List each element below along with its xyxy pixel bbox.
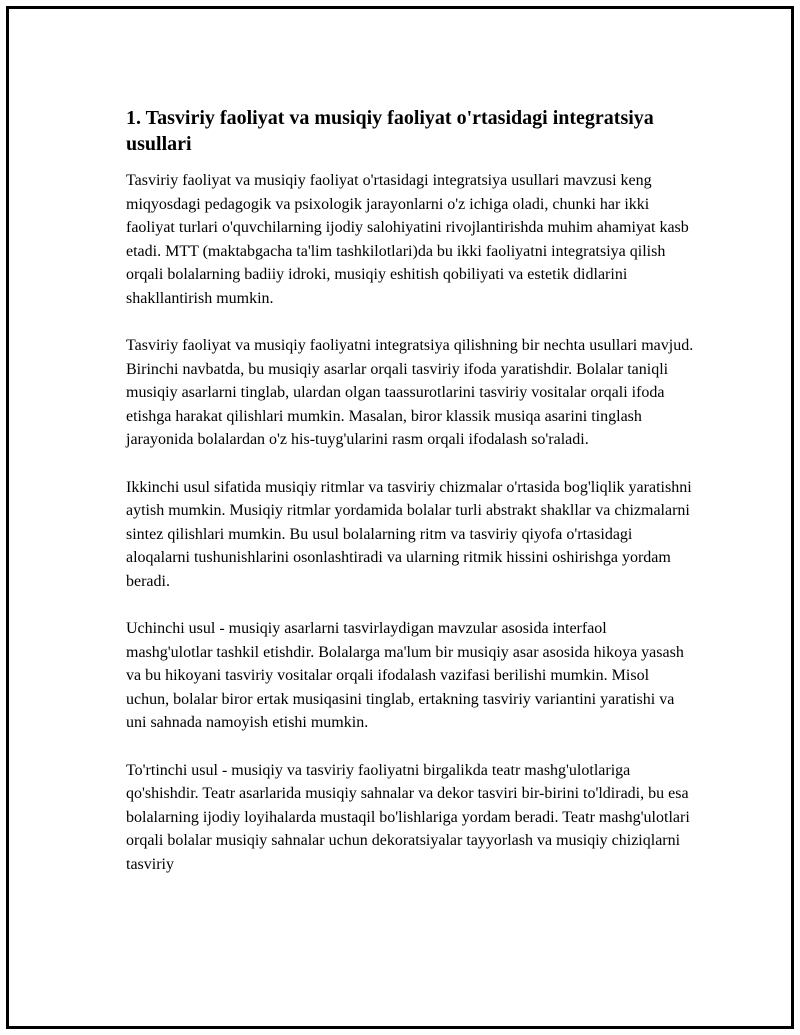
paragraph-first-method: Tasviriy faoliyat va musiqiy faoliyatni integratsiya qilishning bir nechta usullari mavjud. Birinchi navbatda, bu musiqiy asarlar orqali tasviriy ifoda yaratishdir. Bolalar taniqli musiqiy asarlarni tinglab, ulardan olgan taassurotlarini tasviriy vositalar orqali ifoda etishga harakat qilishlari mumkin. Masalan, biror klassik musiqa asarini tinglash jarayonida bolalardan o'z his-tuyg'ularini rasm orqali ifodalash so'raladi. [126,337,694,448]
paragraph-intro: Tasviriy faoliyat va musiqiy faoliyat o'rtasidagi integratsiya usullari mavzusi keng miqyosdagi pedagogik va psixologik jarayonlarni o'z ichiga oladi, chunki har ikki faoliyat turlari o'quvchilarning ijodiy salohiyatini rivojlantirishda muhim ahamiyat kasb etadi. MTT (maktabgacha ta'lim tashkilotlari)da bu ikki faoliyatni integratsiya qilish orqali bolalarning badiiy idroki, musiqiy eshitish qobiliyati va estetik didlarini shakllantirish mumkin. [126,172,689,307]
paragraph-fourth-method: To'rtinchi usul - musiqiy va tasviriy faoliyatni birgalikda teatr mashg'ulotlariga qo'shishdir. Teatr asarlarida musiqiy sahnalar va dekor tasviri bir-birini to'ldiradi, bu esa bolalarning ijodiy loyihalarda mustaqil bo'lishlariga yordam beradi. Teatr mashg'ulotlari orqali bolalar musiqiy sahnalar uchun dekoratsiyalar tayyorlash va musiqiy chiziqlarni tasviriy [126,761,690,873]
document-body [126,105,696,900]
paragraph-second-method: Ikkinchi usul sifatida musiqiy ritmlar va tasviriy chizmalar o'rtasida bog'liqlik yaratishni aytish mumkin. Musiqiy ritmlar yordamida bolalar turli abstrakt shakllar va chizmalarni sintez qilishlari mumkin. Bu usul bolalarning ritm va tasviriy qiyofa o'rtasidagi aloqalarni tushunishlarini osonlashtiradi va ularning ritmik hissini oshirishga yordam beradi. [126,478,692,590]
section-heading: 1. Tasviriy faoliyat va musiqiy faoliyat o'rtasidagi integratsiya usullari [126,107,654,155]
paragraph-third-method: Uchinchi usul - musiqiy asarlarni tasvirlaydigan mavzular asosida interfaol mashg'ulotlar tashkil etishdir. Bolalarga ma'lum bir musiqiy asar asosida hikoya yasash va bu hikoyani tasviriy vositalar orqali ifodalash vazifasi berilishi mumkin. Misol uchun, bolalar biror ertak musiqasini tinglab, ertakning tasviriy variantini yaratishi va uni sahnada namoyish etishi mumkin. [126,620,684,731]
page-frame [6,6,794,1029]
